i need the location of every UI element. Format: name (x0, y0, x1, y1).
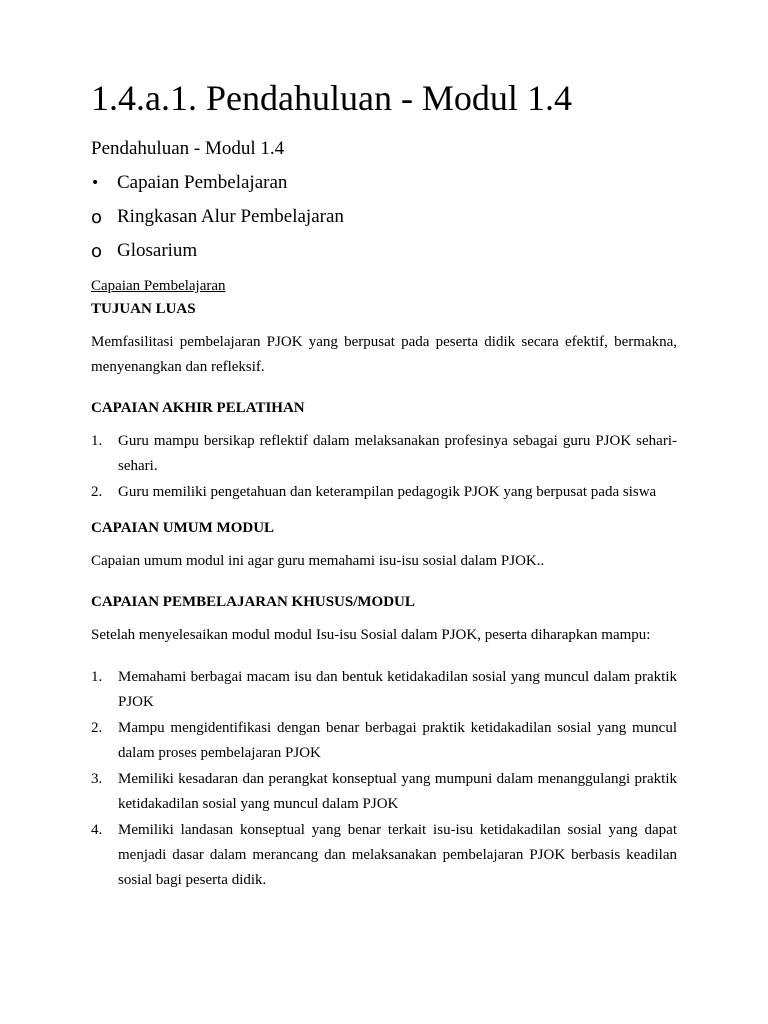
capaian-umum-text: Capaian umum modul ini agar guru memahami isu-isu sosial dalam PJOK.. (91, 553, 545, 569)
list-text: Memiliki kesadaran dan perangkat konseptual yang mumpuni dalam menanggulangi praktik ketidakadilan sosial yang muncul dalam PJOK (118, 771, 677, 812)
tujuan-luas-text: Memfasilitasi pembelajaran PJOK yang berpusat pada peserta didik secara efektif, bermakna, menyenangkan dan refleksif. (91, 334, 677, 375)
toc-item-capaian-pembelajaran[interactable] (91, 166, 677, 200)
list-number: 1. (91, 669, 103, 685)
list-text: Memiliki landasan konseptual yang benar terkait isu-isu ketidakadilan sosial yang dapat menjadi dasar dalam merancang dan melaksanakan pembelajaran PJOK berbasis keadilan sosial bagi peserta didik. (118, 822, 677, 888)
heading-capaian-akhir: CAPAIAN AKHIR PELATIHAN (91, 400, 305, 416)
capaian-khusus-list (91, 665, 677, 893)
list-text: Guru mampu bersikap reflektif dalam melaksanakan profesinya sebagai guru PJOK sehari-sehari. (118, 433, 677, 474)
capaian-akhir-list (91, 429, 677, 505)
heading-capaian-umum: CAPAIAN UMUM MODUL (91, 520, 275, 536)
list-text: Mampu mengidentifikasi dengan benar berbagai praktik ketidakadilan sosial yang muncul dalam proses pembelajaran PJOK (118, 720, 677, 761)
list-item (91, 429, 677, 479)
document-subtitle: Pendahuluan - Modul 1.4 (91, 138, 285, 159)
document-title: 1.4.a.1. Pendahuluan - Modul 1.4 (91, 78, 572, 118)
list-number: 2. (91, 720, 103, 736)
bullet-circle-icon: o (91, 240, 103, 262)
capaian-pembelajaran-link[interactable]: Capaian Pembelajaran (91, 278, 226, 294)
list-item (91, 665, 677, 715)
capaian-khusus-intro: Setelah menyelesaikan modul modul Isu-isu Sosial dalam PJOK, peserta diharapkan mampu: (91, 627, 651, 643)
table-of-contents (91, 166, 677, 268)
heading-tujuan-luas: TUJUAN LUAS (91, 301, 196, 317)
toc-item-label: Capaian Pembelajaran (117, 172, 288, 193)
list-number: 4. (91, 822, 103, 838)
list-text: Guru memiliki pengetahuan dan keterampilan pedagogik PJOK yang berpusat pada siswa (118, 484, 657, 500)
heading-capaian-khusus: CAPAIAN PEMBELAJARAN KHUSUS/MODUL (91, 594, 415, 610)
list-item (91, 767, 677, 817)
list-item (91, 716, 677, 766)
toc-item-ringkasan-alur[interactable] (91, 200, 677, 234)
list-item (91, 818, 677, 893)
toc-item-label: Glosarium (117, 240, 198, 261)
toc-item-glosarium[interactable] (91, 234, 677, 268)
list-number: 3. (91, 771, 103, 787)
list-number: 1. (91, 433, 103, 449)
list-item (91, 480, 677, 505)
bullet-disc-icon: • (91, 175, 100, 191)
bullet-circle-icon: o (91, 206, 103, 228)
list-number: 2. (91, 484, 103, 500)
toc-item-label: Ringkasan Alur Pembelajaran (117, 206, 344, 227)
list-text: Memahami berbagai macam isu dan bentuk ketidakadilan sosial yang muncul dalam praktik PJOK (118, 669, 677, 710)
